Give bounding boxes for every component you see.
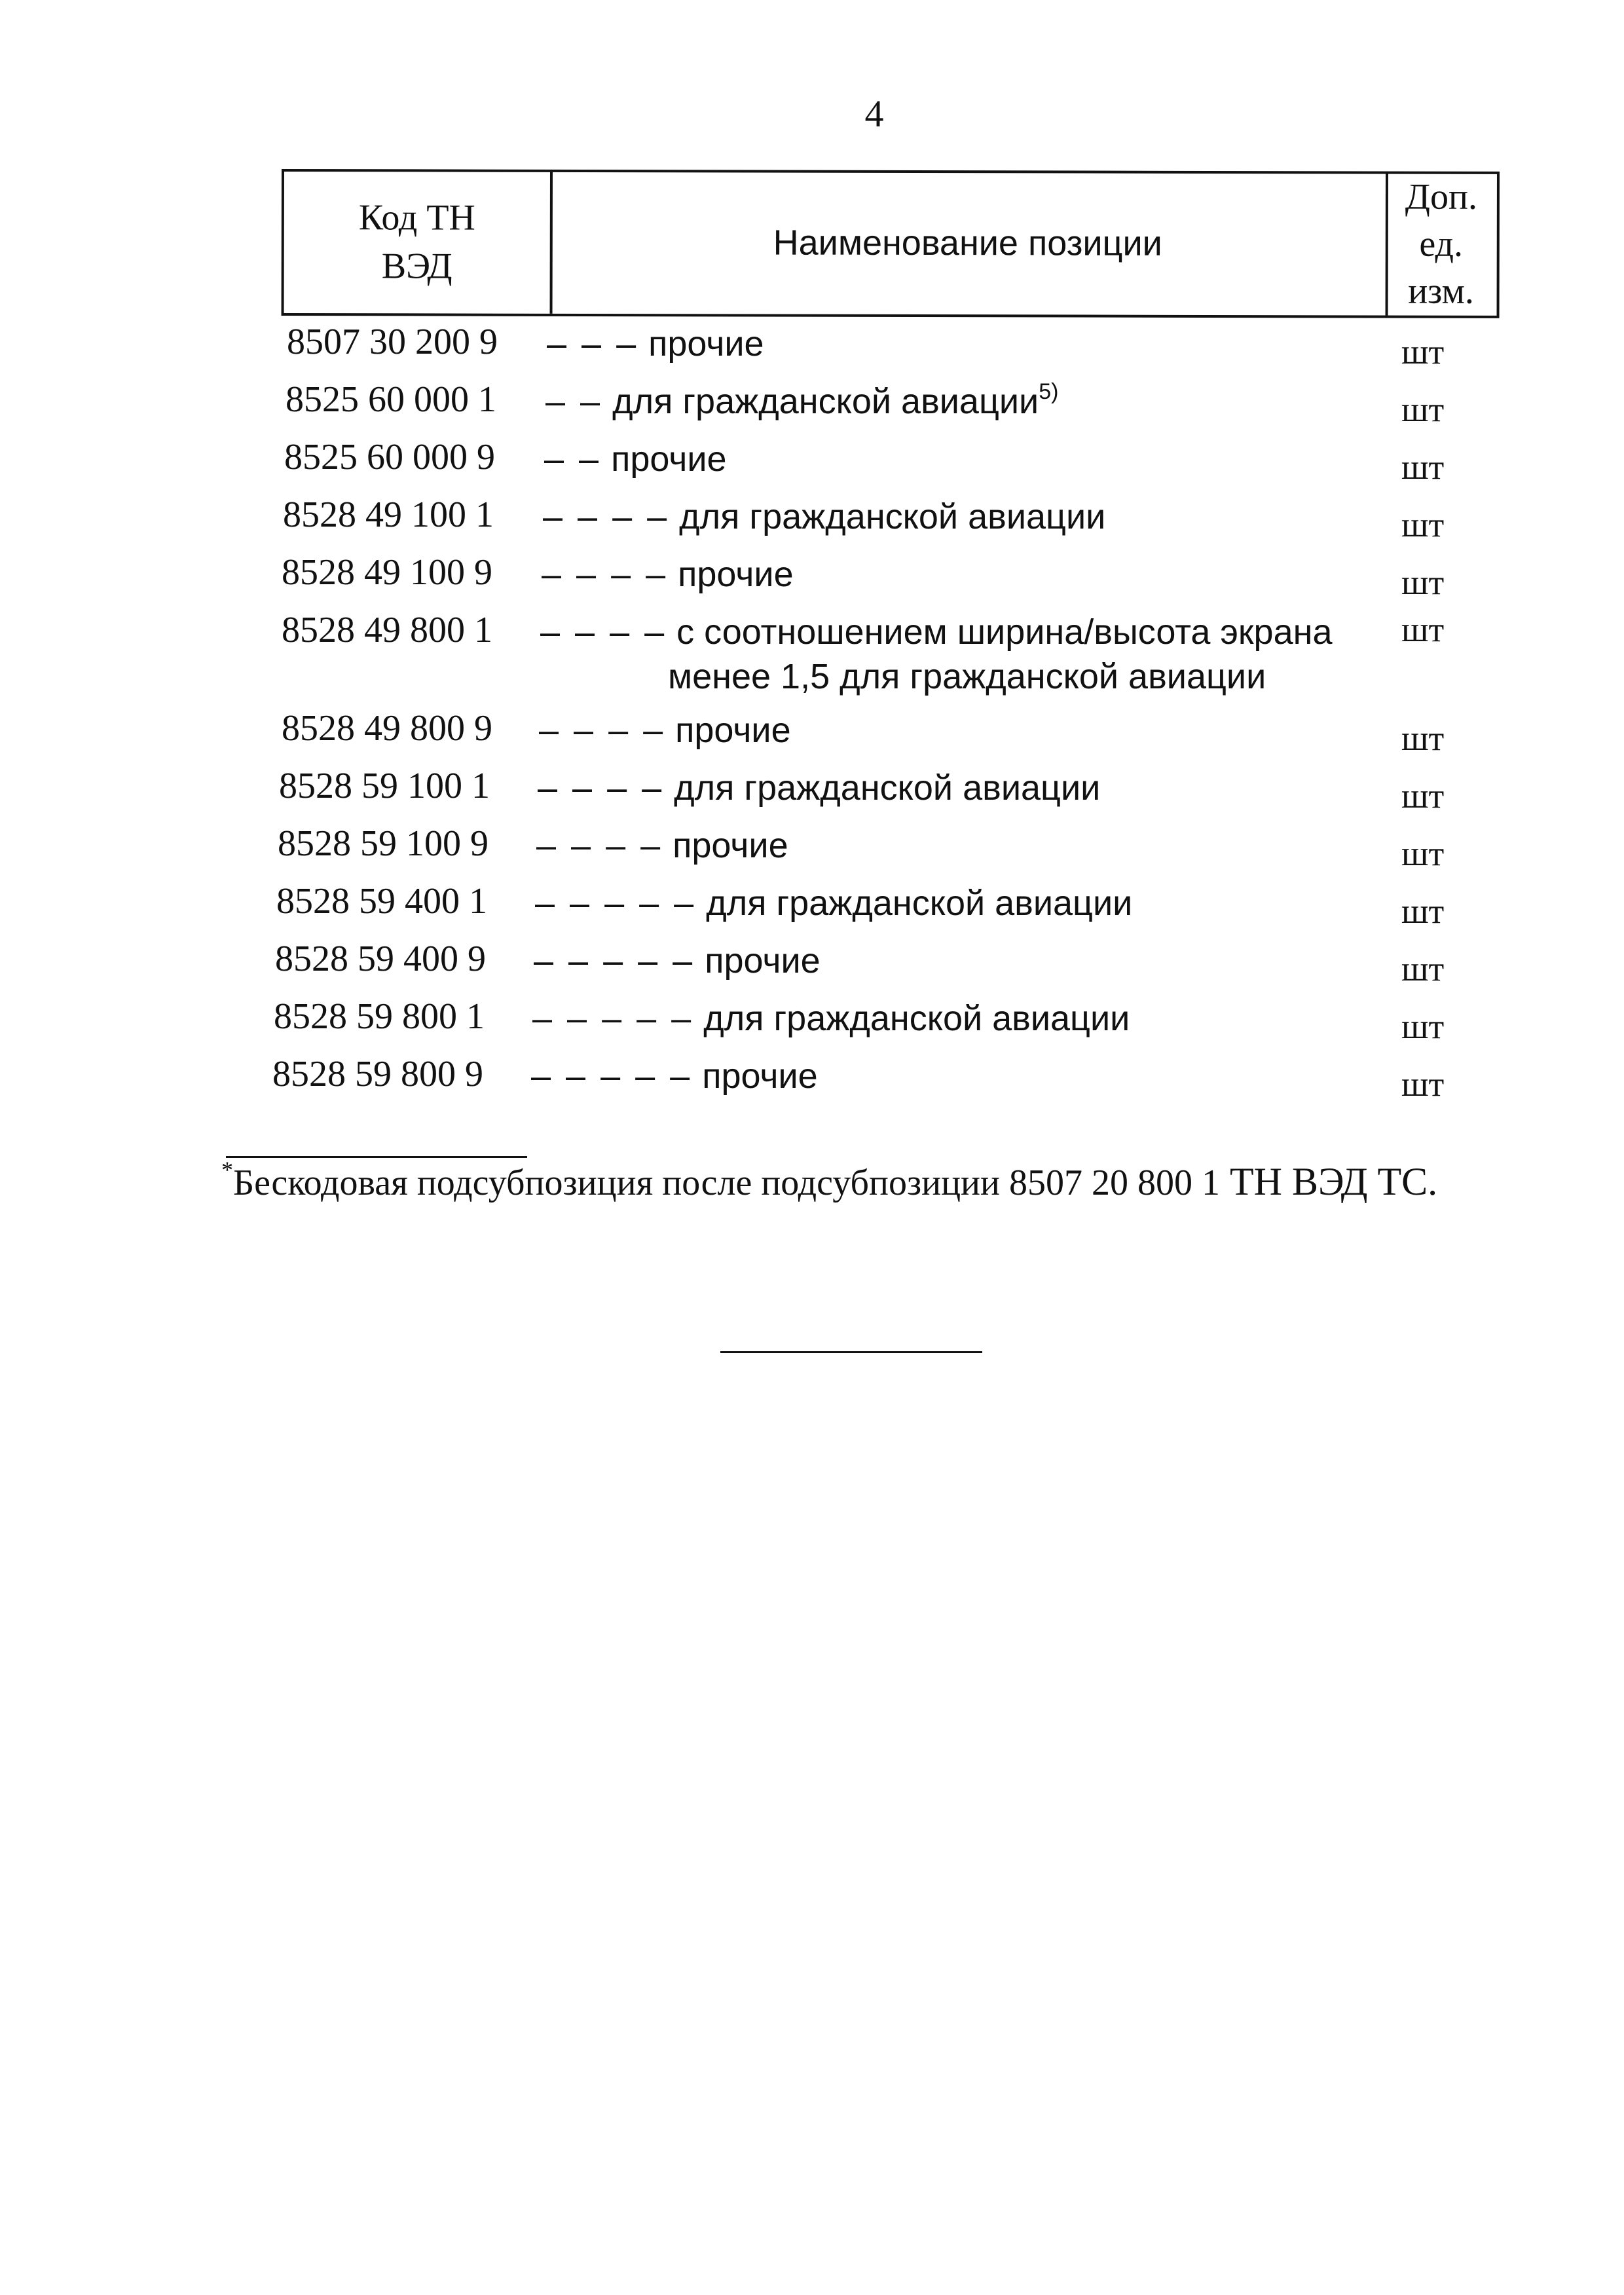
row-name: [536, 823, 788, 868]
row-code: 8528 49 100 9: [282, 552, 492, 593]
row-name-text: прочие: [673, 826, 788, 865]
row-name-text: прочие: [705, 941, 821, 980]
row-dashes: – – – – –: [531, 1056, 693, 1096]
table-row: [0, 436, 1445, 489]
row-code: 8528 59 800 1: [274, 996, 485, 1037]
row-code: 8525 60 000 9: [284, 437, 495, 477]
footnote-rule: [226, 1156, 527, 1158]
row-code: 8525 60 000 1: [286, 379, 496, 420]
row-name-text: прочие: [611, 439, 727, 479]
footnote: [221, 1159, 1437, 1204]
page-number: 4: [864, 92, 884, 135]
row-code: 8528 59 800 9: [272, 1054, 483, 1094]
row-name-text: для гражданской авиации: [703, 999, 1130, 1038]
row-code: 8528 59 400 9: [275, 939, 486, 979]
row-dashes: – – – –: [542, 555, 669, 594]
row-unit: шт: [1401, 563, 1445, 602]
row-name-text: прочие: [702, 1056, 818, 1096]
footnote-marker: *: [221, 1157, 233, 1183]
header-unit: [1386, 174, 1497, 316]
header-name-label: Наименование позиции: [773, 223, 1162, 264]
row-dashes: – – – –: [536, 826, 663, 865]
row-unit: шт: [1401, 505, 1445, 544]
table-row: [0, 823, 1445, 875]
row-code: 8507 30 200 9: [287, 322, 498, 362]
row-code: 8528 59 100 9: [278, 823, 489, 864]
table-row: [0, 996, 1445, 1048]
row-name: [538, 765, 1100, 811]
row-dashes: – – – –: [543, 497, 670, 536]
row-footnote-ref: 5): [1039, 379, 1059, 404]
header-unit-label: Доп. ед. изм.: [1405, 177, 1478, 312]
row-name-text: прочие: [648, 324, 764, 364]
row-dashes: – – – – –: [532, 999, 694, 1038]
row-unit: шт: [1401, 1007, 1445, 1046]
table-row: [0, 1053, 1445, 1106]
row-code: 8528 59 100 1: [279, 766, 490, 806]
row-code: 8528 59 400 1: [276, 881, 487, 922]
table-row: [0, 551, 1445, 604]
row-name: [534, 938, 821, 984]
row-name-text: для гражданской авиации: [674, 768, 1101, 808]
row-name: [547, 321, 764, 367]
row-name-text: для гражданской авиации: [612, 382, 1039, 421]
header-name: [550, 172, 1388, 316]
row-name: [539, 707, 791, 753]
table-row: [0, 494, 1445, 546]
table-row: [0, 379, 1445, 431]
row-name: [531, 1053, 818, 1099]
row-name-text: для гражданской авиации: [706, 884, 1133, 923]
row-dashes: – – – –: [539, 711, 666, 750]
end-rule: [720, 1351, 982, 1353]
row-name: [543, 494, 1105, 540]
table-row: [0, 880, 1445, 933]
row-dashes: – – – –: [538, 768, 665, 808]
row-name: [532, 996, 1130, 1041]
row-name: [535, 880, 1132, 926]
row-unit: шт: [1401, 332, 1445, 371]
table-row: [0, 321, 1445, 373]
row-name-text: прочие: [675, 711, 791, 750]
table-row: [0, 765, 1445, 817]
row-name-continuation: менее 1,5 для гражданской авиации: [668, 657, 1266, 696]
row-unit: шт: [1401, 718, 1445, 758]
row-unit: шт: [1401, 949, 1445, 988]
row-name-text: прочие: [678, 555, 794, 594]
row-name-text: для гражданской авиации: [679, 497, 1106, 536]
row-dashes: – – – –: [540, 612, 667, 652]
row-code: 8528 49 800 1: [282, 610, 492, 650]
row-name: [540, 609, 1332, 655]
row-unit: шт: [1401, 447, 1445, 487]
row-name-text: с соотношением ширина/высота экрана: [676, 612, 1333, 652]
row-name: [542, 551, 794, 597]
footnote-text: Бескодовая подсубпозиция после подсубпозиции 8507 20 800 1: [233, 1163, 1220, 1203]
table-header: [282, 169, 1500, 318]
row-dashes: – – –: [547, 324, 639, 364]
row-dashes: – –: [544, 439, 602, 479]
row-unit: шт: [1401, 610, 1445, 649]
table-row: [0, 938, 1445, 990]
row-dashes: – – – – –: [535, 884, 697, 923]
row-dashes: – – – – –: [534, 941, 695, 980]
table-row: [0, 707, 1445, 760]
row-unit: шт: [1401, 834, 1445, 873]
row-code: 8528 49 100 1: [283, 494, 494, 535]
row-dashes: – –: [545, 382, 603, 421]
row-unit: шт: [1401, 776, 1445, 815]
footnote-tail: ТН ВЭД ТС.: [1220, 1160, 1438, 1203]
row-unit: шт: [1401, 891, 1445, 931]
row-unit: шт: [1401, 390, 1445, 429]
header-code: [284, 172, 553, 314]
header-code-label: Код ТН ВЭД: [358, 197, 475, 287]
row-name: [544, 436, 727, 482]
row-name: [545, 379, 1058, 424]
table-row: [0, 609, 1445, 696]
row-code: 8528 49 800 9: [282, 708, 492, 749]
row-unit: шт: [1401, 1064, 1445, 1104]
